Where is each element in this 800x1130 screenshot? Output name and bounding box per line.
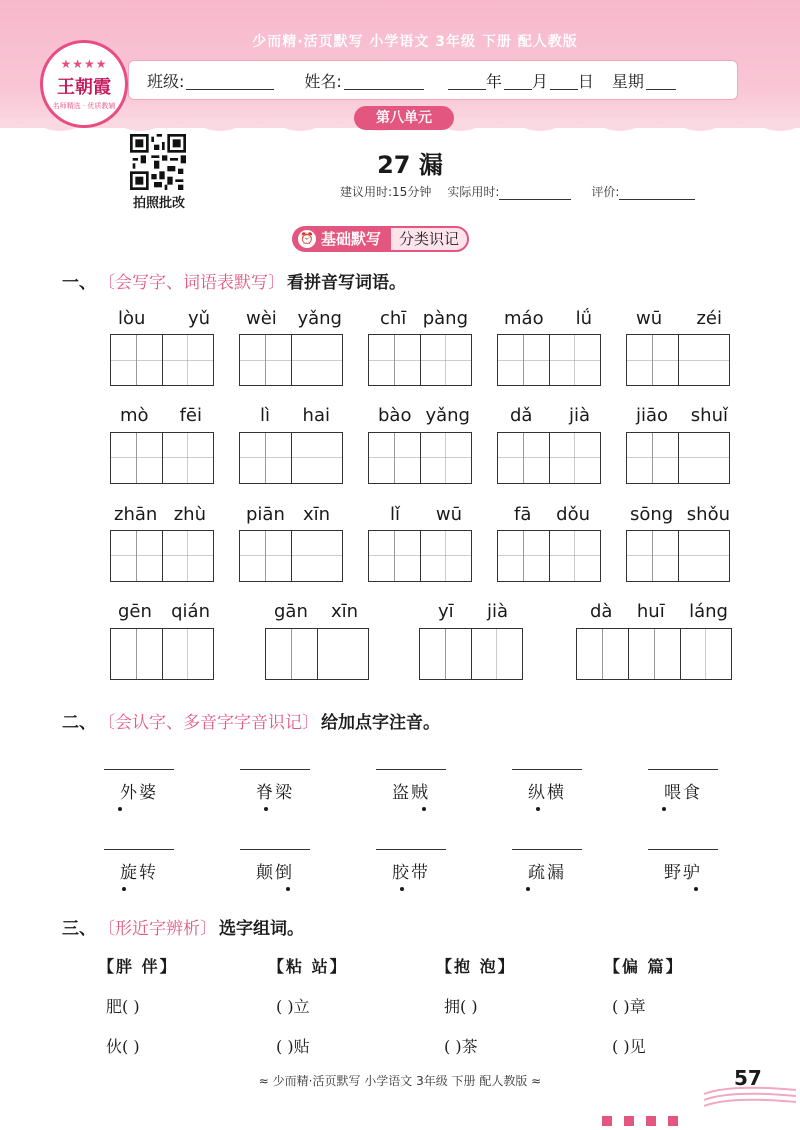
q3-instruction: 选字组词。 <box>219 919 304 939</box>
class-label: 班级: <box>147 71 185 91</box>
writing-cell[interactable] <box>549 334 601 386</box>
syllable: yǔ <box>187 308 210 329</box>
writing-cell[interactable] <box>162 628 214 680</box>
writing-cell[interactable] <box>420 334 472 386</box>
syllable: máo <box>504 308 544 329</box>
syllable: zhù <box>173 504 206 525</box>
syllable: jià <box>568 405 590 426</box>
syllable: lǘ <box>575 308 592 329</box>
q2-heading <box>62 708 440 733</box>
writing-cell[interactable] <box>626 530 678 582</box>
emphasis-dot <box>536 807 540 811</box>
writing-cell[interactable] <box>239 432 291 484</box>
syllable: wū <box>435 504 462 525</box>
lesson-title: 27 漏 <box>377 151 443 179</box>
annotation-item <box>512 830 582 883</box>
writing-grid[interactable] <box>239 334 343 386</box>
annotated-word: 喂食 <box>664 783 702 803</box>
syllable: wèi <box>246 308 277 329</box>
pill-main <box>292 226 389 252</box>
annotation-item <box>376 830 446 883</box>
char-pair-heading: 【胖 伴】 <box>98 957 178 976</box>
writing-grid[interactable] <box>419 628 523 680</box>
syllable: fā <box>514 504 532 525</box>
writing-cell[interactable] <box>110 628 162 680</box>
pinyin-label <box>630 405 734 427</box>
q2-tag: 〔会认字、多音字字音识记〕 <box>98 713 319 733</box>
syllable: shǒu <box>686 504 730 525</box>
writing-cell[interactable] <box>110 334 162 386</box>
pinyin-label <box>630 504 734 526</box>
pinyin-answer-line[interactable] <box>104 830 174 850</box>
pinyin-answer-line[interactable] <box>648 830 718 850</box>
syllable: chī <box>380 308 407 329</box>
actual-time-field[interactable] <box>499 186 571 200</box>
writing-grid[interactable] <box>110 432 214 484</box>
syllable: mò <box>120 405 149 426</box>
syllable: dà <box>590 601 613 622</box>
writing-grid[interactable] <box>497 432 601 484</box>
writing-cell[interactable] <box>497 530 549 582</box>
syllable: huī <box>636 601 665 622</box>
qr-label: 拍照批改 <box>132 196 185 211</box>
syllable: yǎng <box>425 405 470 426</box>
syllable: dǒu <box>556 504 590 525</box>
lesson-meta <box>340 183 695 200</box>
annotated-word: 疏漏 <box>528 863 566 883</box>
annotated-word: 纵横 <box>528 783 566 803</box>
year-field[interactable] <box>448 70 486 90</box>
syllable: bào <box>378 405 412 426</box>
annotation-item <box>104 750 174 803</box>
writing-cell[interactable] <box>291 432 343 484</box>
pinyin-label <box>422 601 526 623</box>
evaluation-label: 评价: <box>591 185 620 199</box>
writing-cell[interactable] <box>265 628 317 680</box>
pinyin-answer-line[interactable] <box>376 750 446 770</box>
annotation-item <box>648 830 718 883</box>
page-number: 57 <box>734 1066 762 1090</box>
annotated-word: 野驴 <box>664 863 702 883</box>
logo-subtitle: 名师精选 · 优质教辅 <box>52 102 116 110</box>
word-blank[interactable]: 拥( ) <box>444 997 478 1016</box>
char-pair-heading: 【偏 篇】 <box>604 957 684 976</box>
student-info-bar <box>128 60 738 100</box>
name-field[interactable] <box>344 70 424 90</box>
writing-cell[interactable] <box>497 334 549 386</box>
pinyin-label <box>268 601 372 623</box>
syllable: hai <box>302 405 330 426</box>
brand-logo <box>40 40 128 128</box>
syllable: jià <box>486 601 508 622</box>
char-pair-heading: 【抱 泡】 <box>436 957 516 976</box>
writing-cell[interactable] <box>162 334 214 386</box>
pinyin-label <box>242 504 346 526</box>
pinyin-label <box>372 504 476 526</box>
weekday-field[interactable] <box>646 70 676 90</box>
pinyin-answer-line[interactable] <box>376 830 446 850</box>
writing-grid[interactable] <box>626 432 730 484</box>
crown-icon: ★★★★ <box>60 57 108 71</box>
month-label: 月 <box>531 71 548 91</box>
syllable: zhān <box>114 504 158 525</box>
syllable: lì <box>260 405 271 426</box>
pinyin-label <box>112 405 216 427</box>
word-blank[interactable]: 伙( ) <box>106 1037 140 1056</box>
writing-grid[interactable] <box>110 530 214 582</box>
pinyin-label <box>630 308 734 330</box>
annotation-item <box>240 750 310 803</box>
syllable: lǐ <box>390 504 401 525</box>
writing-cell[interactable] <box>576 628 628 680</box>
writing-grid[interactable] <box>110 628 214 680</box>
writing-cell[interactable] <box>419 628 471 680</box>
pinyin-label <box>242 308 346 330</box>
annotated-word: 外婆 <box>120 783 158 803</box>
pinyin-answer-line[interactable] <box>512 830 582 850</box>
emphasis-dot <box>694 887 698 891</box>
writing-cell[interactable] <box>678 432 730 484</box>
qr-code-icon[interactable] <box>130 134 186 190</box>
writing-grid[interactable] <box>626 530 730 582</box>
writing-grid[interactable] <box>497 530 601 582</box>
month-field[interactable] <box>504 70 532 90</box>
suggested-time: 建议用时:15分钟 <box>340 185 432 199</box>
pinyin-answer-line[interactable] <box>512 750 582 770</box>
writing-cell[interactable] <box>680 628 732 680</box>
pinyin-answer-line[interactable] <box>104 750 174 770</box>
writing-cell[interactable] <box>549 432 601 484</box>
series-title: 少而精·活页默写 小学语文 3年级 下册 配人教版 <box>252 34 578 50</box>
syllable: sōng <box>630 504 674 525</box>
word-blank[interactable]: ( )茶 <box>444 1037 478 1056</box>
writing-cell[interactable] <box>420 530 472 582</box>
syllable: láng <box>689 601 728 622</box>
logo-name: 王朝霞 <box>57 77 111 98</box>
syllable: xīn <box>302 504 330 525</box>
writing-grid[interactable] <box>497 334 601 386</box>
writing-cell[interactable] <box>420 432 472 484</box>
q3-tag: 〔形近字辨析〕 <box>98 919 217 939</box>
emphasis-dot <box>118 807 122 811</box>
writing-cell[interactable] <box>471 628 523 680</box>
footer-square-decoration <box>602 1116 612 1126</box>
annotation-item <box>104 830 174 883</box>
q1-heading <box>62 268 406 293</box>
writing-cell[interactable] <box>678 334 730 386</box>
writing-grid[interactable] <box>239 432 343 484</box>
syllable: wū <box>636 308 663 329</box>
word-blank[interactable]: ( )立 <box>276 997 310 1016</box>
writing-cell[interactable] <box>317 628 369 680</box>
syllable: gēn <box>118 601 152 622</box>
emphasis-dot <box>264 807 268 811</box>
pinyin-label <box>500 504 604 526</box>
class-field[interactable] <box>186 70 274 90</box>
writing-cell[interactable] <box>162 432 214 484</box>
word-blank[interactable]: ( )见 <box>612 1037 646 1056</box>
footer-square-decoration <box>624 1116 634 1126</box>
emphasis-dot <box>286 887 290 891</box>
syllable: jiāo <box>636 405 669 426</box>
writing-cell[interactable] <box>291 334 343 386</box>
writing-cell[interactable] <box>239 334 291 386</box>
emphasis-dot <box>122 887 126 891</box>
year-label: 年 <box>485 71 502 91</box>
writing-cell[interactable] <box>626 334 678 386</box>
footer-text: ≈ 少而精·活页默写 小学语文 3年级 下册 配人教版 ≈ <box>258 1074 542 1088</box>
emphasis-dot <box>662 807 666 811</box>
word-blank[interactable]: 肥( ) <box>106 997 140 1016</box>
alarm-clock-icon: ⏰ <box>298 230 316 248</box>
emphasis-dot <box>400 887 404 891</box>
pinyin-label <box>372 405 476 427</box>
actual-time-label: 实际用时: <box>447 185 500 199</box>
emphasis-dot <box>526 887 530 891</box>
q1-instruction: 看拼音写词语。 <box>287 273 406 293</box>
pinyin-label <box>580 601 734 623</box>
unit-tab: 第八单元 <box>354 106 454 130</box>
writing-cell[interactable] <box>368 334 420 386</box>
q2-instruction: 给加点字注音。 <box>321 713 440 733</box>
annotated-word: 盗贼 <box>392 783 430 803</box>
q2-number: 二、 <box>62 713 96 733</box>
writing-cell[interactable] <box>678 530 730 582</box>
q3-number: 三、 <box>62 919 96 939</box>
footer-square-decoration <box>646 1116 656 1126</box>
writing-grid[interactable] <box>110 334 214 386</box>
syllable: qián <box>171 601 210 622</box>
writing-grid[interactable] <box>368 432 472 484</box>
writing-cell[interactable] <box>239 530 291 582</box>
pinyin-label <box>242 405 346 427</box>
writing-cell[interactable] <box>626 432 678 484</box>
pinyin-label <box>112 504 216 526</box>
annotation-item <box>240 830 310 883</box>
pinyin-label <box>500 405 604 427</box>
writing-grid[interactable] <box>626 334 730 386</box>
writing-cell[interactable] <box>110 530 162 582</box>
writing-cell[interactable] <box>497 432 549 484</box>
writing-grid[interactable] <box>265 628 369 680</box>
writing-cell[interactable] <box>628 628 680 680</box>
q3-heading <box>62 914 304 939</box>
syllable: dǎ <box>510 405 533 426</box>
annotation-item <box>512 750 582 803</box>
annotated-word: 脊梁 <box>256 783 294 803</box>
pinyin-label <box>372 308 476 330</box>
writing-cell[interactable] <box>162 530 214 582</box>
syllable: shuǐ <box>690 405 728 426</box>
emphasis-dot <box>422 807 426 811</box>
annotation-item <box>376 750 446 803</box>
word-blank[interactable]: ( )章 <box>612 997 646 1016</box>
syllable: piān <box>246 504 285 525</box>
pinyin-answer-line[interactable] <box>648 750 718 770</box>
evaluation-field[interactable] <box>619 186 695 200</box>
syllable: zéi <box>696 308 722 329</box>
q1-tag: 〔会写字、词语表默写〕 <box>98 273 285 293</box>
writing-grid[interactable] <box>368 530 472 582</box>
pinyin-answer-line[interactable] <box>240 750 310 770</box>
pinyin-label <box>500 308 604 330</box>
weekday-label: 星期 <box>611 71 644 91</box>
syllable: xīn <box>330 601 358 622</box>
annotated-word: 胶带 <box>392 863 430 883</box>
day-field[interactable] <box>550 70 578 90</box>
writing-grid[interactable] <box>576 628 732 680</box>
writing-cell[interactable] <box>110 432 162 484</box>
day-label: 日 <box>577 71 594 91</box>
pinyin-label <box>112 308 216 330</box>
writing-cell[interactable] <box>368 530 420 582</box>
writing-grid[interactable] <box>239 530 343 582</box>
syllable: lòu <box>118 308 146 329</box>
char-pair-heading: 【粘 站】 <box>268 957 348 976</box>
syllable: fēi <box>179 405 202 426</box>
name-label: 姓名: <box>304 71 342 91</box>
writing-cell[interactable] <box>549 530 601 582</box>
q1-number: 一、 <box>62 273 96 293</box>
pill-main-label: 基础默写 <box>321 230 382 248</box>
writing-cell[interactable] <box>368 432 420 484</box>
pill-sub: 分类识记 <box>389 226 469 252</box>
annotation-item <box>648 750 718 803</box>
writing-cell[interactable] <box>291 530 343 582</box>
section-pill <box>292 226 469 252</box>
writing-grid[interactable] <box>368 334 472 386</box>
syllable: gān <box>274 601 308 622</box>
annotated-word: 颠倒 <box>256 863 294 883</box>
word-blank[interactable]: ( )贴 <box>276 1037 310 1056</box>
pinyin-answer-line[interactable] <box>240 830 310 850</box>
pinyin-label <box>112 601 216 623</box>
syllable: pàng <box>422 308 468 329</box>
footer-square-decoration <box>668 1116 678 1126</box>
syllable: yī <box>438 601 454 622</box>
syllable: yǎng <box>297 308 342 329</box>
annotated-word: 旋转 <box>120 863 158 883</box>
